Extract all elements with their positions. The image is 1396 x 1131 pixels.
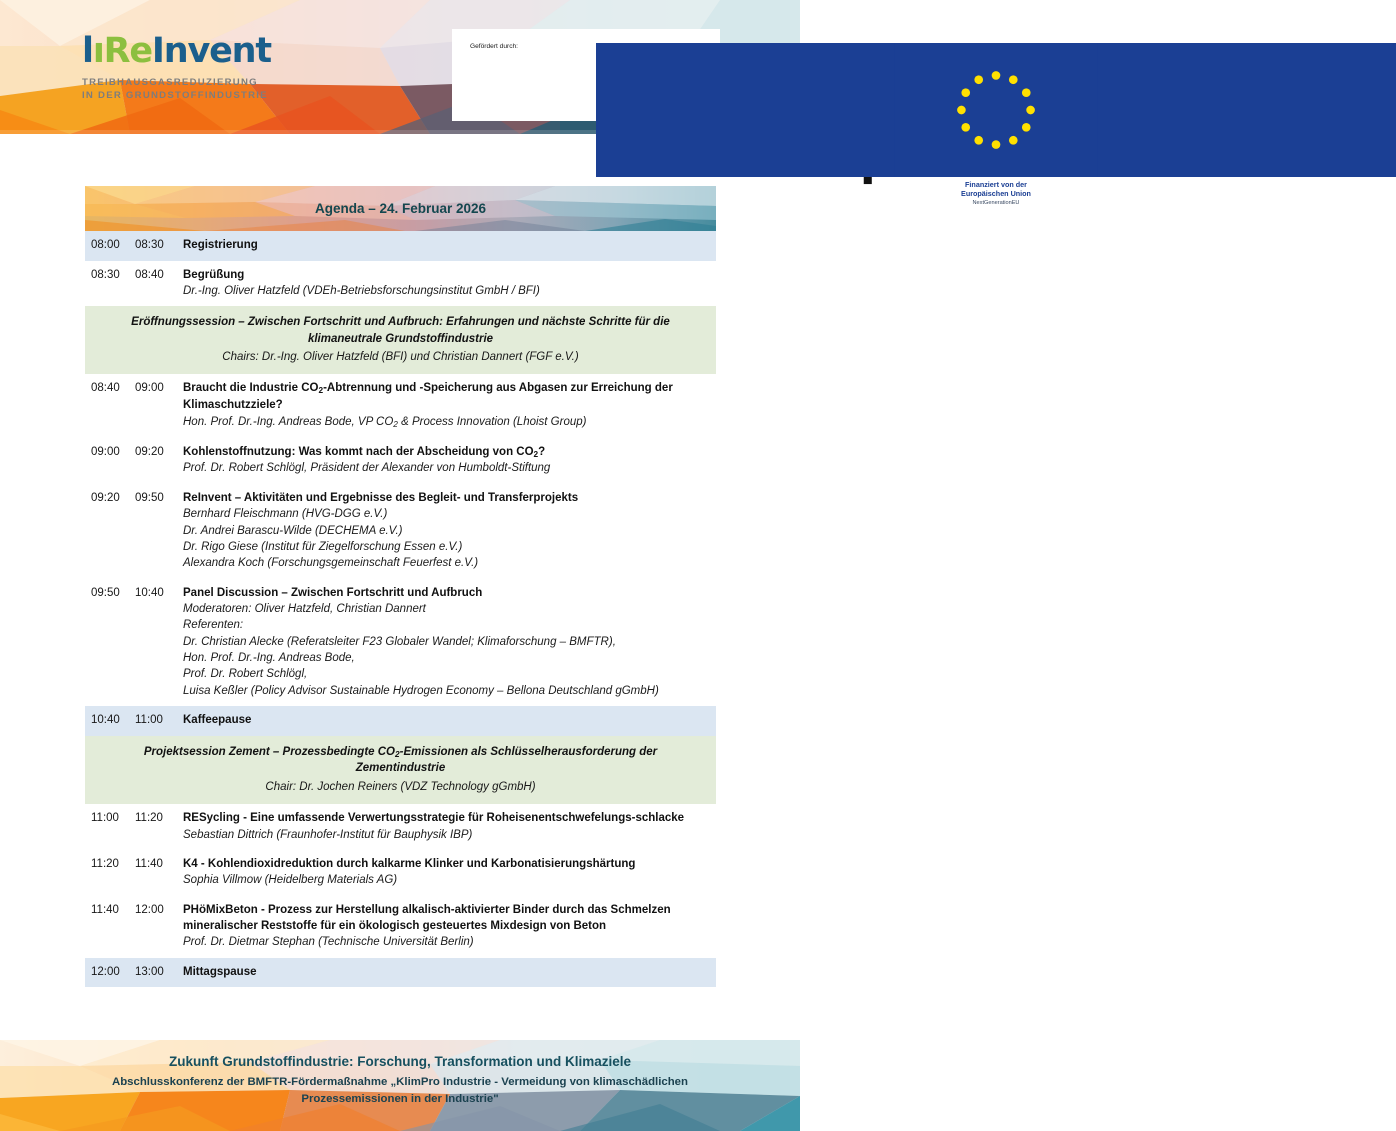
agenda-row [85, 579, 716, 706]
row-speaker: Sophia Villmow (Heidelberg Materials AG) [183, 874, 398, 887]
row-content [183, 237, 716, 254]
row-start-time: 09:20 [91, 491, 120, 504]
row-end-time: 08:40 [135, 268, 164, 281]
row-speaker: Dr.-Ing. Oliver Hatzfeld (VDEh-Betriebsforschungsinstitut GmbH / BFI) [183, 285, 540, 298]
row-title: RESycling - Eine umfassende Verwertungsstrategie für Roheisenentschwefelungs-schlacke [183, 812, 685, 825]
agenda-row [85, 484, 716, 579]
ministry-line2: für Forschung, Technologie [1281, 69, 1323, 86]
row-speaker: Dr. Rigo Giese (Institut für Ziegelforschung Essen e.V.) [183, 540, 463, 553]
row-start-time: 09:50 [91, 586, 120, 599]
row-speaker: Prof. Dr. Robert Schlögl, [183, 668, 308, 681]
row-title: Kaffeepause [183, 713, 252, 726]
footer-headline: Zukunft Grundstoffindustrie: Forschung, Transformation und Klimaziele [168, 1054, 631, 1069]
row-start-time: 08:30 [91, 268, 120, 281]
row-speaker: Sebastian Dittrich (Fraunhofer-Institut für Bauphysik IBP) [183, 828, 473, 841]
row-speaker: Hon. Prof. Dr.-Ing. Andreas Bode, [183, 651, 355, 664]
row-title: Braucht die Industrie $CO_2$-Abtrennung und -Speicherung aus Abgasen zur Erreichung der Klimaschutzziele? [183, 382, 673, 412]
agenda-title-text: Agenda – 24. Februar 2026 [314, 201, 487, 216]
session-band [85, 306, 716, 374]
row-speaker: Moderatoren: Oliver Hatzfeld, Christian Dannert [183, 602, 426, 615]
eu-funding-caption [596, 180, 1396, 199]
row-title: Mittagspause [183, 965, 257, 978]
row-content [183, 810, 716, 843]
reinvent-logo [82, 31, 342, 102]
row-start-time: 09:00 [91, 445, 120, 458]
row-speaker: Prof. Dr. Robert Schlögl, Präsident der Alexander von Humboldt-Stiftung [183, 462, 551, 475]
agenda-row [85, 261, 716, 307]
row-content [183, 380, 716, 430]
row-speaker: Hon. Prof. Dr.-Ing. Andreas Bode, VP $CO_2$ & Process Innovation (Lhoist Group) [183, 415, 587, 429]
row-speaker: Alexandra Koch (Forschungsgemeinschaft Feuerfest e.V.) [183, 557, 479, 570]
row-end-time: 13:00 [135, 965, 164, 978]
row-speaker: Prof. Dr. Dietmar Stephan (Technische Universität Berlin) [183, 936, 474, 949]
row-content [183, 712, 716, 729]
row-start-time: 11:40 [91, 903, 119, 916]
session-band [85, 736, 716, 804]
row-speaker: Bernhard Fleischmann (HVG-DGG e.V.) [183, 508, 388, 521]
row-title: Begrüßung [183, 268, 245, 281]
row-start-time: 11:00 [91, 812, 119, 825]
logo-tagline [82, 76, 342, 102]
row-end-time: 12:00 [135, 903, 164, 916]
agenda-row [85, 438, 716, 484]
row-content [183, 490, 716, 572]
row-speaker: Dr. Andrei Barascu-Wilde (DECHEMA e.V.) [183, 524, 403, 537]
row-end-time: 11:20 [135, 812, 163, 825]
footer-banner [0, 1040, 800, 1131]
gefoerdert-durch-label: Gefördert durch: [470, 43, 519, 50]
session-title: Eröffnungssession – Zwischen Fortschritt und Aufbruch: Erfahrungen und nächste Schritte für die klimaneutrale Grundstoffindustrie [131, 316, 670, 345]
agenda-row [85, 706, 716, 736]
row-speaker: Referenten: [183, 619, 244, 632]
row-content [183, 902, 716, 951]
row-end-time: 09:50 [135, 491, 164, 504]
logo-wordmark [82, 31, 342, 71]
row-speaker: Luisa Keßler (Policy Advisor Sustainable Hydrogen Economy – Bellona Deutschland gGmbH) [183, 684, 659, 697]
session-chair: Chairs: Dr.-Ing. Oliver Hatzfeld (BFI) und Christian Dannert (FGF e.V.) [222, 351, 579, 364]
ministry-line1: Bundesministerium [1281, 60, 1336, 67]
logo-l: l [82, 31, 93, 71]
logo-invent: Invent [151, 31, 271, 71]
row-start-time: 08:40 [91, 382, 120, 395]
row-start-time: 12:00 [91, 965, 120, 978]
eu-caption-line1: Finanziert von der [965, 180, 1027, 189]
eu-nextgeneration-label: NextGenerationEU [972, 199, 1020, 206]
row-start-time: 08:00 [91, 239, 120, 251]
agenda-row [85, 850, 716, 896]
row-content [183, 964, 716, 981]
eu-funding-block [596, 29, 1396, 206]
ministry-line3: und Raumfahrt [1281, 87, 1324, 95]
row-content [183, 585, 716, 699]
agenda-table [85, 186, 716, 987]
row-title: PHöMixBeton - Prozess zur Herstellung alkalisch-aktivierter Binder durch das Schmelzen mineralischer Reststoffe für ein ökologisch gesteuertes Mixdesign von Beton [183, 903, 671, 933]
agenda-row [85, 958, 716, 988]
session-title: Projektsession Zement – Prozessbedingte $CO_2$-Emissionen als Schlüsselherausforderung der Zementindustrie [143, 745, 658, 775]
agenda-rows-container [85, 231, 716, 987]
row-content [183, 856, 716, 889]
logo-tagline-line2: IN DER GRUNDSTOFFINDUSTRIE [82, 90, 268, 102]
agenda-row [85, 804, 716, 850]
row-title: Registrierung [183, 239, 258, 251]
header-banner [0, 0, 1336, 206]
row-title: K4 - Kohlendioxidreduktion durch kalkarme Klinker und Karbonatisierungshärtung [183, 857, 636, 870]
row-end-time: 10:40 [135, 586, 164, 599]
row-end-time: 08:30 [135, 239, 164, 251]
row-end-time: 11:40 [135, 857, 163, 870]
agenda-row [85, 231, 716, 261]
row-content [183, 267, 716, 300]
row-start-time: 11:20 [91, 857, 119, 870]
agenda-row [85, 896, 716, 958]
eu-caption-line2: Europäischen Union [961, 189, 1031, 199]
footer-text-block [0, 1040, 800, 1107]
agenda-row [85, 374, 716, 437]
footer-subline: Abschlusskonferenz der BMFTR-Fördermaßnahme „KlimPro Industrie - Vermeidung von klimaschädlichen Prozessemissionen in der Industrie" [112, 1076, 688, 1105]
row-title: Panel Discussion – Zwischen Fortschritt und Aufbruch [183, 586, 483, 599]
logo-ir: ıR [92, 31, 130, 71]
row-title: ReInvent – Aktivitäten und Ergebnisse des Begleit- und Transferprojekts [183, 491, 579, 504]
row-content [183, 444, 716, 477]
row-end-time: 11:00 [135, 713, 163, 726]
logo-e: e [129, 31, 152, 71]
row-speaker: Dr. Christian Alecke (Referatsleiter F23 Globaler Wandel; Klimaforschung – BMFTR), [183, 635, 616, 648]
logo-tagline-line1: TREIBHAUSGASREDUZIERUNG [82, 77, 258, 88]
row-end-time: 09:20 [135, 445, 164, 458]
row-start-time: 10:40 [91, 713, 120, 726]
eu-flag-icon [596, 43, 1396, 177]
row-end-time: 09:00 [135, 382, 164, 395]
row-title: Kohlenstoffnutzung: Was kommt nach der Abscheidung von $CO_2$? [183, 445, 546, 459]
agenda-title-bar [85, 186, 716, 231]
session-chair: Chair: Dr. Jochen Reiners (VDZ Technology gGmbH) [265, 780, 536, 793]
funding-logos-box [452, 29, 1336, 206]
